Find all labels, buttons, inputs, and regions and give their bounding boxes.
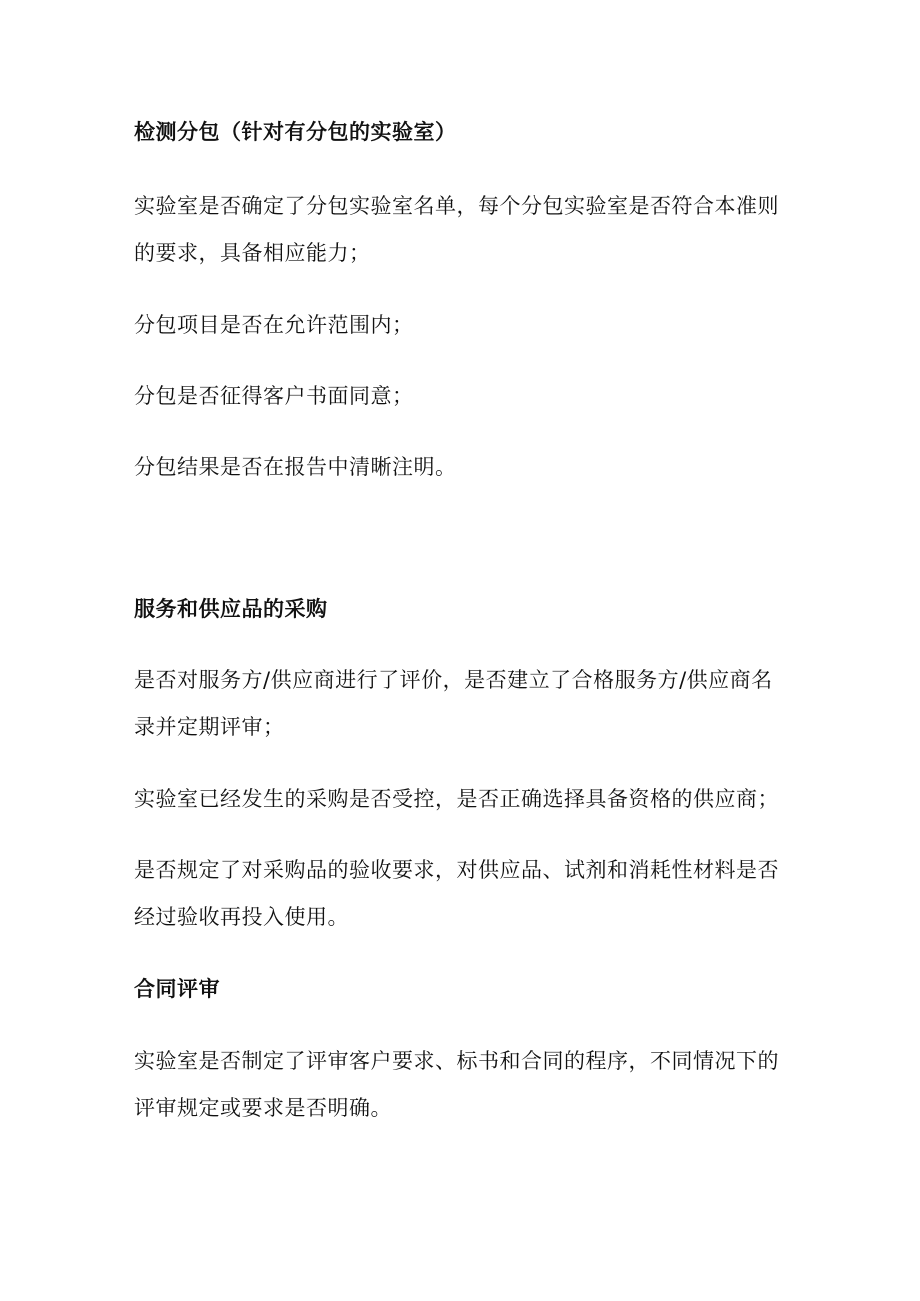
paragraph-line: 是否对服务方/供应商进行了评价，是否建立了合格服务方/供应商名 — [134, 668, 773, 692]
paragraph-line: 分包是否征得客户书面同意； — [134, 384, 414, 408]
paragraph-line: 的要求，具备相应能力； — [134, 241, 371, 265]
paragraph-line: 是否规定了对采购品的验收要求，对供应品、试剂和消耗性材料是否 — [134, 858, 779, 882]
paragraph-line: 实验室是否确定了分包实验室名单，每个分包实验室是否符合本准则 — [134, 194, 779, 218]
paragraph-line: 评审规定或要求是否明确。 — [134, 1096, 392, 1120]
paragraph-line: 录并定期评审； — [134, 715, 285, 739]
section-heading-contract-review: 合同评审 — [134, 977, 220, 1001]
paragraph-line: 实验室是否制定了评审客户要求、标书和合同的程序，不同情况下的 — [134, 1049, 779, 1073]
section-heading-subcontracting: 检测分包（针对有分包的实验室） — [134, 120, 457, 144]
paragraph-line: 分包项目是否在允许范围内； — [134, 313, 414, 337]
section-heading-procurement: 服务和供应品的采购 — [134, 597, 328, 621]
paragraph-line: 实验室已经发生的采购是否受控，是否正确选择具备资格的供应商； — [134, 787, 779, 811]
paragraph-line: 分包结果是否在报告中清晰注明。 — [134, 455, 457, 479]
paragraph-line: 经过验收再投入使用。 — [134, 905, 349, 929]
